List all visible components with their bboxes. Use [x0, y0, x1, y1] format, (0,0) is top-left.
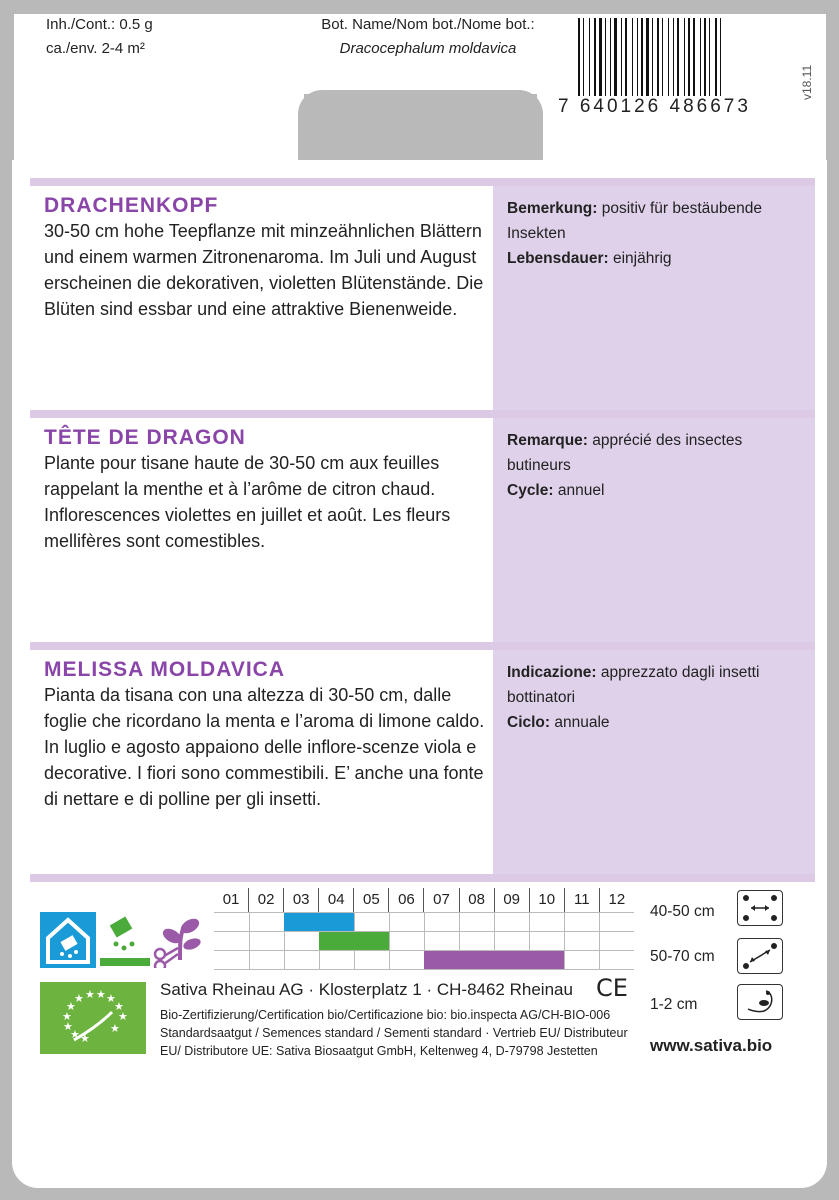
cert-line-1: Bio-Zertifizierung/Certification bio/Certificazione bio: bio.inspecta AG/CH-BIO-006 — [160, 1008, 611, 1022]
indoor-sowing-icon — [40, 912, 96, 968]
section-title: DRACHENKOPF — [44, 194, 219, 217]
calendar-row-indoor-sowing — [214, 912, 634, 931]
note1-text: positiv für bestäubende Insekten — [507, 200, 763, 242]
month-label: 12 — [599, 888, 634, 912]
svg-text:★: ★ — [110, 1022, 120, 1035]
note2-text: annuel — [557, 482, 605, 499]
note1-label: Bemerkung: — [507, 200, 598, 217]
month-label: 02 — [248, 888, 283, 912]
section-body: Plante pour tisane haute de 30-50 cm aux feuilles rappelant la menthe et à l’arôme de citron chaud. Inflorescences violettes en juillet et août. Les fleurs mellifères sont comestibles. — [44, 453, 451, 551]
section-title: TÊTE DE DRAGON — [44, 426, 246, 449]
calendar-row-harvest — [214, 950, 634, 969]
month-label: 11 — [564, 888, 599, 912]
ce-mark: CE — [596, 974, 628, 1002]
calendar-months — [214, 888, 634, 912]
section-rule — [30, 178, 815, 186]
note2-label: Ciclo: — [507, 714, 551, 731]
plant-distance-icon — [737, 938, 783, 974]
note1-text: apprezzato dagli insetti bottinatori — [507, 664, 760, 706]
botanical-label: Bot. Name/Nom bot./Nome bot.: — [321, 16, 535, 33]
note2-text: annuale — [554, 714, 610, 731]
section-rule-bottom — [30, 874, 815, 882]
area-label: ca./env. 2-4 m² — [46, 40, 145, 57]
plant-distance-label: 50-70 cm — [650, 948, 715, 965]
harvest-bar — [424, 951, 564, 969]
section-body: 30-50 cm hohe Teepflanze mit minzeähnlichen Blättern und einem warmen Zitronenaroma. Im Juli und August erscheinen die dekorativen, violetten Blütenstände. Die Blüten sind essbar und eine attraktive Bienenweide. — [44, 221, 484, 319]
note-box — [493, 418, 815, 642]
hang-notch — [298, 90, 543, 162]
section-body: Pianta da tisana con una altezza di 30-50 cm, dalle foglie che ricordano la menta e l’aroma di limone caldo. In luglio e agosto appaiono delle inflore-scenze viola e decorative. I fiori sono commestibili. E’ anche una fonte di nettare e di polline per gli insetti. — [44, 685, 485, 809]
note-box — [493, 186, 815, 410]
section-rule — [30, 410, 815, 418]
month-label: 01 — [222, 891, 240, 908]
note2-label: Lebensdauer: — [507, 250, 609, 267]
cert-line-2: Standardsaatgut / Semences standard / Sementi standard · Vertrieb EU/ Distributeur EU/ Distributore UE: Sativa Biosaatgut GmbH, Keltenweg 4, D-79798 Jestetten — [160, 1026, 628, 1058]
sowing-depth-label: 1-2 cm — [650, 996, 698, 1013]
month-label: 04 — [318, 888, 353, 912]
outdoor-sowing-icon — [100, 912, 150, 968]
note1-label: Remarque: — [507, 432, 588, 449]
company-address: Sativa Rheinau AG · Klosterplatz 1 · CH-8462 Rheinau — [160, 980, 573, 999]
svg-text:★: ★ — [85, 988, 95, 1001]
botanical-name: Dracocephalum moldavica — [339, 40, 517, 57]
contents-label: Inh./Cont.: 0.5 g — [46, 16, 153, 33]
note2-label: Cycle: — [507, 482, 554, 499]
section-rule — [30, 642, 815, 650]
calendar-row-outdoor-sowing — [214, 931, 634, 950]
svg-text:★: ★ — [118, 1010, 128, 1023]
month-label: 07 — [423, 888, 458, 912]
section-title: MELISSA MOLDAVICA — [44, 658, 285, 681]
svg-text:★: ★ — [70, 1028, 80, 1041]
outdoor-sowing-bar — [319, 932, 389, 950]
harvest-icon — [150, 912, 206, 968]
note2-text: einjährig — [612, 250, 672, 267]
month-label: 06 — [388, 888, 423, 912]
row-distance-icon — [737, 890, 783, 926]
month-label: 08 — [459, 888, 494, 912]
svg-text:★: ★ — [62, 1010, 72, 1023]
header-left-fill — [14, 90, 304, 170]
certification-text — [160, 1006, 640, 1060]
sowing-calendar — [214, 888, 634, 970]
svg-text:★: ★ — [74, 992, 84, 1005]
note1-text: apprécié des insectes butineurs — [507, 432, 743, 474]
svg-text:★: ★ — [80, 1032, 90, 1045]
indoor-sowing-bar — [284, 913, 354, 931]
barcode — [578, 18, 794, 96]
section-italian — [30, 642, 815, 874]
month-label: 10 — [529, 888, 564, 912]
section-french — [30, 410, 815, 642]
svg-text:★: ★ — [114, 1000, 124, 1013]
section-german — [30, 178, 815, 410]
note1-label: Indicazione: — [507, 664, 597, 681]
month-label: 03 — [283, 888, 318, 912]
row-distance-label: 40-50 cm — [650, 903, 715, 920]
note-box — [493, 650, 815, 874]
svg-text:★: ★ — [106, 992, 116, 1005]
website-link[interactable]: www.sativa.bio — [650, 1036, 773, 1055]
eu-organic-logo — [40, 982, 146, 1054]
svg-text:★: ★ — [66, 1000, 76, 1013]
month-label: 09 — [494, 888, 529, 912]
barcode-number: 7 640126 486673 — [558, 96, 751, 117]
svg-text:★: ★ — [63, 1020, 73, 1033]
version-label: v18.11 — [800, 64, 814, 100]
svg-text:★: ★ — [96, 988, 106, 1001]
sowing-depth-icon — [737, 984, 783, 1020]
month-label: 05 — [353, 888, 388, 912]
